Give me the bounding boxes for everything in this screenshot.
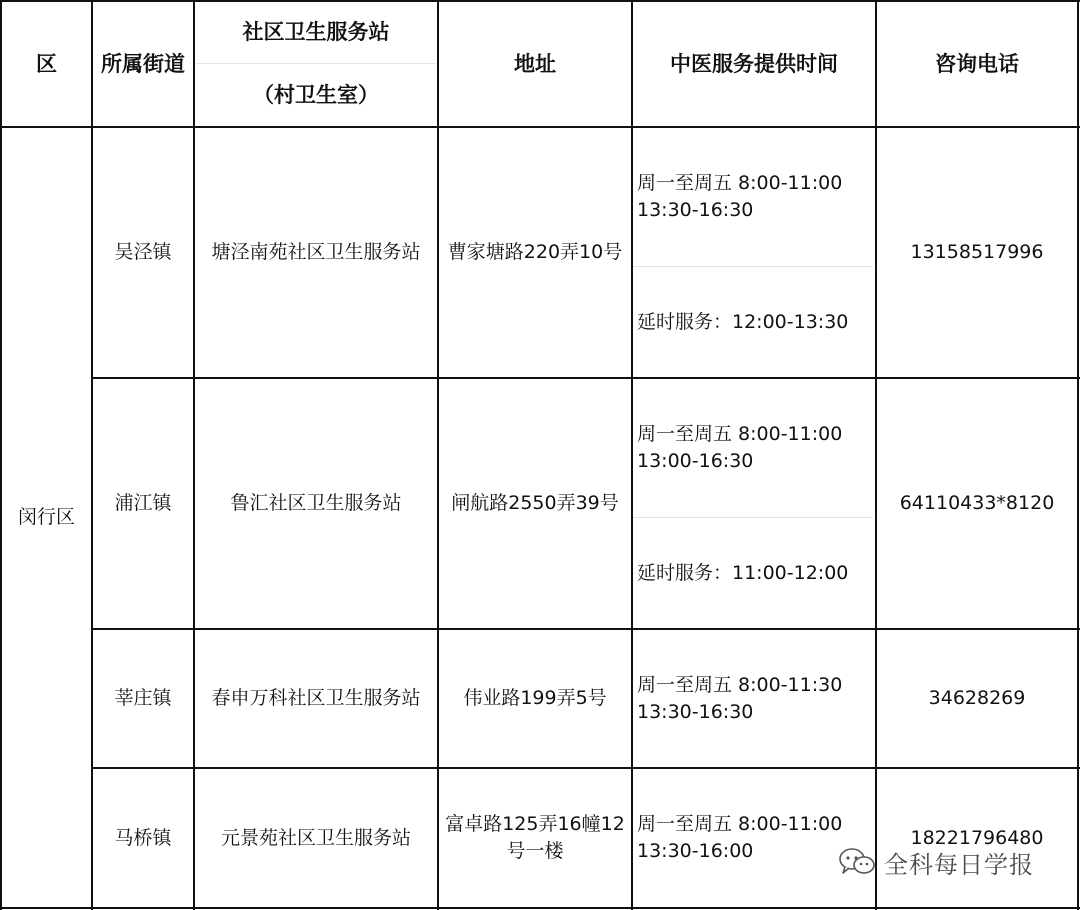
time-text: [637, 672, 842, 726]
time-line-afternoon: 13:30-16:00: [637, 840, 754, 862]
phone-cell: 13158517996: [910, 241, 1044, 263]
street-cell: 吴泾镇: [114, 241, 172, 263]
header-station-sub: （村卫生室）: [253, 82, 379, 107]
district-cell: 闵行区: [17, 506, 75, 528]
border-right: [1077, 0, 1079, 910]
phone-cell: 18221796480: [910, 826, 1044, 849]
time-line-weekday: 周一至周五 8:00-11:00: [637, 423, 843, 445]
station-cell: 鲁汇社区卫生服务站: [230, 492, 402, 514]
address-text: [445, 811, 625, 865]
extended-time-cell: 延时服务：11:00-12:00: [637, 561, 849, 584]
header-station: 社区卫生服务站: [242, 20, 390, 44]
time-cell: [633, 630, 875, 767]
border-bottom: [0, 907, 1080, 909]
time-line-afternoon: 13:30-16:30: [637, 700, 754, 723]
time-cell: [633, 769, 875, 907]
header-street: 所属街道: [101, 51, 185, 76]
time-text: [637, 170, 842, 224]
phone-cell: 34628269: [928, 687, 1026, 709]
watermark: [838, 844, 1058, 880]
station-cell: 元景苑社区卫生服务站: [220, 826, 411, 849]
watermark-text: 全科每日学报: [884, 850, 1034, 879]
time-line-afternoon: 13:30-16:30: [637, 199, 754, 221]
time-line-weekday: 周一至周五 8:00-11:00: [637, 813, 843, 835]
street-cell: 浦江镇: [114, 492, 172, 514]
address-cell: [439, 769, 631, 907]
address-cell: 闸航路2550弄39号: [451, 492, 619, 514]
header-district: 区: [36, 51, 57, 76]
time-line-weekday: 周一至周五 8:00-11:00: [637, 172, 843, 194]
time-line-weekday: 周一至周五 8:00-11:30: [637, 673, 843, 696]
time-cell: [633, 379, 875, 517]
address-line-1: 富卓路125弄16幢12: [445, 813, 625, 835]
header-address: 地址: [514, 51, 556, 76]
station-cell: 春申万科社区卫生服务站: [211, 687, 421, 709]
header-phone: 咨询电话: [935, 51, 1019, 76]
phone-cell: 64110433*8120: [899, 492, 1055, 514]
wechat-icon: [838, 847, 876, 877]
time-text: [637, 421, 842, 475]
street-cell: 马桥镇: [114, 826, 172, 849]
time-text: [637, 811, 842, 865]
header-tcm-time: 中医服务提供时间: [670, 51, 838, 76]
address-cell: 曹家塘路220弄10号: [447, 241, 623, 263]
address-line-2: 号一楼: [506, 840, 564, 862]
street-cell: 莘庄镇: [114, 687, 172, 709]
time-line-afternoon: 13:00-16:30: [637, 450, 754, 472]
address-cell: 伟业路199弄5号: [463, 687, 607, 709]
extended-time-cell: 延时服务：12:00-13:30: [637, 310, 849, 333]
time-cell: [633, 128, 875, 266]
station-cell: 塘泾南苑社区卫生服务站: [211, 241, 421, 263]
